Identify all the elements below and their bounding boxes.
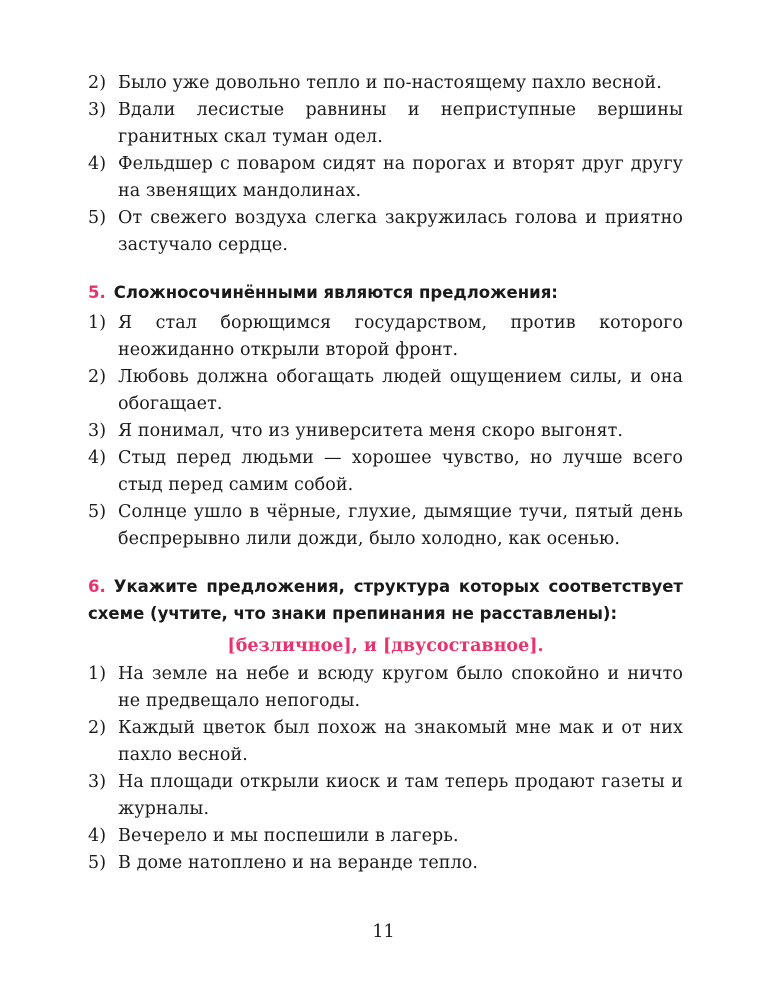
item-text: Любовь должна обогащать людей ощущением силы, и она обогащает.: [118, 367, 683, 414]
item-text: Каждый цветок был похож на знакомый мне мак и от них пахло весной.: [118, 718, 683, 765]
list-item: [88, 445, 683, 499]
item-number: 4): [88, 826, 107, 846]
carry-over-list: [88, 70, 683, 259]
item-text: Я стал борющимся государством, против которого неожиданно открыли второй фронт.: [118, 313, 683, 360]
list-item: [88, 418, 683, 445]
item-number: 3): [88, 772, 107, 792]
item-number: 3): [88, 100, 107, 120]
item-number: 1): [88, 664, 107, 684]
item-text: Вдали лесистые равнины и неприступные вершины гранитных скал туман одел.: [118, 100, 683, 147]
list-item: [88, 715, 683, 769]
item-number: 4): [88, 154, 107, 174]
list-item: [88, 661, 683, 715]
item-text: От свежего воздуха слегка закружилась голова и приятно застучало сердце.: [118, 208, 683, 255]
page-number: 11: [372, 922, 395, 942]
list-item: [88, 310, 683, 364]
item-number: 3): [88, 421, 107, 441]
list-item: [88, 769, 683, 823]
list-item: [88, 850, 683, 877]
item-number: 5): [88, 208, 107, 228]
item-text: Солнце ушло в чёрные, глухие, дымящие тучи, пятый день беспрерывно лили дожди, было холодно, как осенью.: [118, 502, 683, 549]
item-number: 2): [88, 718, 107, 738]
task-prompt: Укажите предложения, структура которых соответствует схеме (учтите, что знаки препинания не расставлены):: [88, 577, 683, 623]
item-text: Стыд перед людьми — хорошее чувство, но лучше всего стыд перед самим собой.: [118, 448, 683, 495]
list-item: [88, 151, 683, 205]
item-text: Я понимал, что из университета меня скоро выгонят.: [118, 421, 624, 441]
list-item: [88, 823, 683, 850]
item-text: Было уже довольно тепло и по-настоящему пахло весной.: [118, 73, 662, 93]
item-text: На площади открыли киоск и там теперь продают газеты и журналы.: [118, 772, 683, 819]
list-item: [88, 70, 683, 97]
item-number: 1): [88, 313, 107, 333]
task-6-list: [88, 661, 683, 877]
item-number: 5): [88, 853, 107, 873]
list-item: [88, 205, 683, 259]
task-5-list: [88, 310, 683, 553]
task-number: 6.: [88, 577, 106, 596]
task-number: 5.: [88, 283, 106, 302]
sentence-scheme: [безличное], и [двусоставное].: [227, 636, 544, 656]
task-prompt: Сложносочинёнными являются предложения:: [113, 283, 558, 302]
item-text: В доме натоплено и на веранде тепло.: [118, 853, 479, 873]
list-item: [88, 499, 683, 553]
item-number: 4): [88, 448, 107, 468]
list-item: [88, 97, 683, 151]
page-content: [88, 70, 683, 877]
list-item: [88, 364, 683, 418]
item-text: Вечерело и мы поспешили в лагерь.: [118, 826, 459, 846]
item-number: 5): [88, 502, 107, 522]
task-6-heading: [88, 573, 683, 627]
item-number: 2): [88, 367, 107, 387]
item-text: Фельдшер с поваром сидят на порогах и вторят друг другу на звенящих мандолинах.: [118, 154, 683, 201]
item-number: 2): [88, 73, 107, 93]
task-5-heading: [88, 279, 683, 306]
item-text: На земле на небе и всюду кругом было спокойно и ничто не предвещало непогоды.: [118, 664, 683, 711]
